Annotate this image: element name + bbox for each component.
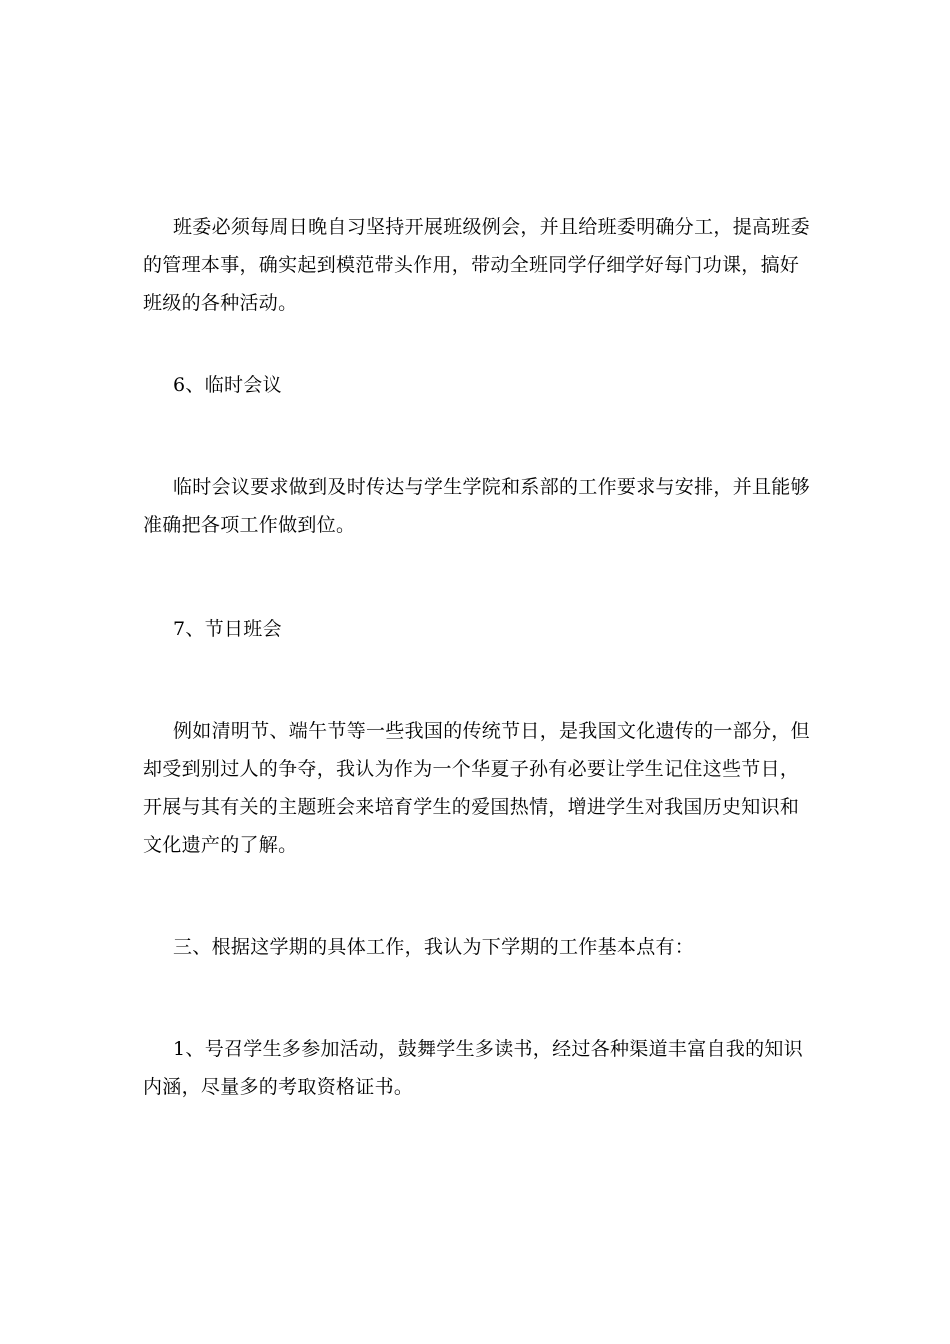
section-heading-next-term-plan xyxy=(143,928,813,966)
paragraph-temporary-meeting xyxy=(143,468,813,544)
paragraph-line: 却受到别过人的争夺，我认为作为一个华夏子孙有必要让学生记住这些节日， xyxy=(143,758,800,780)
paragraph-line: 内涵，尽量多的考取资格证书。 xyxy=(143,1076,414,1098)
heading-line: 6、临时会议 xyxy=(173,374,282,396)
heading-holiday-class-meeting xyxy=(143,610,813,648)
heading-temporary-meeting xyxy=(143,366,813,404)
paragraph-line: 临时会议要求做到及时传达与学生学院和系部的工作要求与安排，并且能够 xyxy=(173,476,810,498)
paragraph-holiday-class-meeting xyxy=(143,712,813,864)
paragraph-line: 的管理本事，确实起到模范带头作用，带动全班同学仔细学好每门功课，搞好 xyxy=(143,254,800,276)
paragraph-line: 开展与其有关的主题班会来培育学生的爱国热情，增进学生对我国历史知识和 xyxy=(143,796,800,818)
paragraph-line: 班级的各种活动。 xyxy=(143,292,298,314)
paragraph-line: 1、号召学生多参加活动，鼓舞学生多读书，经过各种渠道丰富自我的知识 xyxy=(173,1038,803,1060)
paragraph-line: 文化遗产的了解。 xyxy=(143,834,298,856)
heading-line: 7、节日班会 xyxy=(173,618,282,640)
paragraph-line: 班委必须每周日晚自习坚持开展班级例会，并且给班委明确分工，提高班委 xyxy=(173,216,810,238)
paragraph-encourage-activities xyxy=(143,1030,813,1106)
paragraph-line: 准确把各项工作做到位。 xyxy=(143,514,356,536)
paragraph-line: 例如清明节、端午节等一些我国的传统节日，是我国文化遗传的一部分，但 xyxy=(173,720,810,742)
heading-line: 三、根据这学期的具体工作，我认为下学期的工作基本点有： xyxy=(173,936,695,958)
paragraph-class-committee-meeting xyxy=(143,208,813,322)
